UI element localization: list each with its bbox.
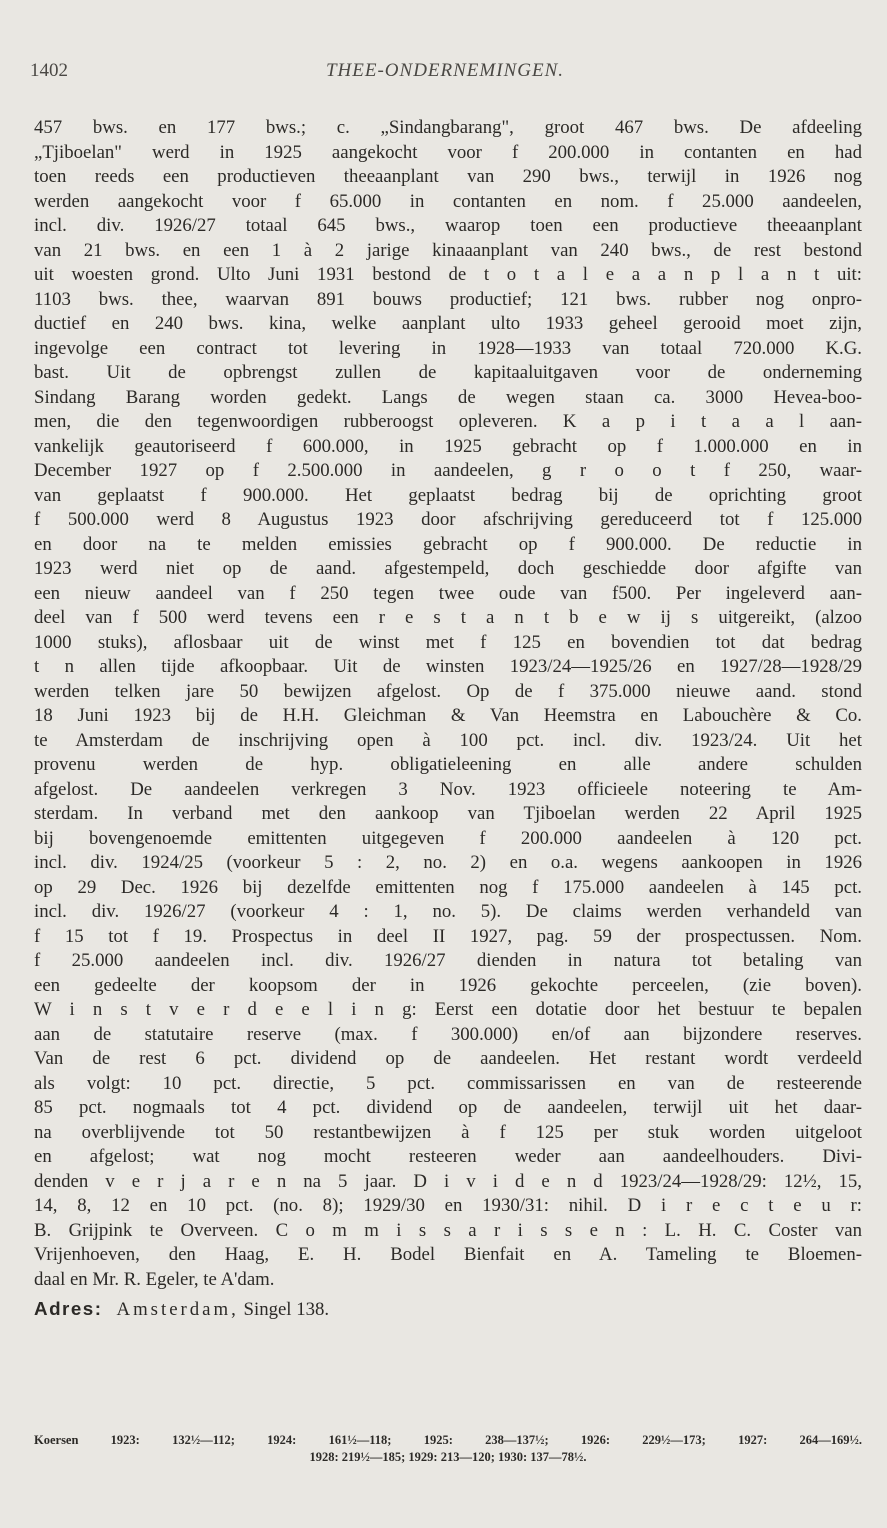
page-number: 1402 <box>30 60 68 81</box>
text-line: deel van f 500 werd tevens een r e s t a n t b e w ij s uitgereikt, (alzoo <box>34 607 862 628</box>
address-city: Amsterdam, <box>116 1299 239 1320</box>
body-text <box>34 116 862 1322</box>
text-line: toen reeds een productieven theeaanplant van 290 bws., terwijl in 1926 nog <box>34 166 862 187</box>
text-line: denden v e r j a r e n na 5 jaar. D i v i d e n d 1923/24—1928/29: 12½, 15, <box>34 1170 862 1192</box>
text-line: f 15 tot f 19. Prospectus in deel II 1927, pag. 59 der prospectussen. Nom. <box>34 925 862 947</box>
text-line: na overblijvende tot 50 restantbewijzen à f 125 per stuk worden uitgeloot <box>34 1121 862 1143</box>
text-line: daal en Mr. R. Egeler, te A'dam. <box>34 1268 275 1290</box>
text-line: incl. div. 1926/27 (voorkeur 4 : 1, no. 5). De claims werden verhandeld van <box>34 901 862 922</box>
text-line: 18 Juni 1923 bij de H.H. Gleichman & Van Heemstra en Labouchère & Co. <box>34 705 862 726</box>
text-line: provenu werden de hyp. obligatieleening en alle andere schulden <box>34 754 862 775</box>
text-line: aan de statutaire reserve (max. f 300.000) en/of aan bijzondere reserves. <box>34 1023 862 1045</box>
text-line: 1000 stuks), aflosbaar uit de winst met f 125 en bovendien tot dat bedrag <box>34 631 862 653</box>
text-line: als volgt: 10 pct. directie, 5 pct. commissarissen en van de resteerende <box>34 1072 862 1094</box>
text-line: B. Grijpink te Overveen. C o m m i s s a r i s s e n : L. H. C. Coster van <box>34 1219 862 1241</box>
text-line: men, die den tegenwoordigen rubberoogst opleveren. K a p i t a a l aan- <box>34 411 862 432</box>
text-line: incl. div. 1924/25 (voorkeur 5 : 2, no. 2) en o.a. wegens aankoopen in 1926 <box>34 852 862 873</box>
text-line: van geplaatst f 900.000. Het geplaatst bedrag bij de oprichting groot <box>34 484 862 506</box>
text-line: t n allen tijde afkoopbaar. Uit de winsten 1923/24—1925/26 en 1927/28—1928/29 <box>34 656 862 677</box>
text-line: werden aangekocht voor f 65.000 in contanten en nom. f 25.000 aandeelen, <box>34 190 862 212</box>
text-line: en door na te melden emissies gebracht op f 900.000. De reductie in <box>34 533 862 555</box>
text-line: ductief en 240 bws. kina, welke aanplant ulto 1933 geheel gerooid moet zijn, <box>34 313 862 334</box>
text-line: Van de rest 6 pct. dividend op de aandeelen. Het restant wordt verdeeld <box>34 1048 862 1069</box>
text-line: f 500.000 werd 8 Augustus 1923 door afschrijving gereduceerd tot f 125.000 <box>34 509 862 530</box>
text-line: Vrijenhoeven, den Haag, E. H. Bodel Bienfait en A. Tameling te Bloemen- <box>34 1244 862 1265</box>
text-line: werden telken jare 50 bewijzen afgelost. Op de f 375.000 nieuwe aand. stond <box>34 680 862 702</box>
address-street: Singel 138. <box>243 1299 330 1320</box>
text-line: en afgelost; wat nog mocht resteeren weder aan aandeelhouders. Divi- <box>34 1146 862 1167</box>
text-line: 457 bws. en 177 bws.; c. „Sindangbarang", groot 467 bws. De afdeeling <box>34 117 862 138</box>
text-line: vankelijk geautoriseerd f 600.000, in 1925 gebracht op f 1.000.000 en in <box>34 435 862 457</box>
running-title: THEE-ONDERNEMINGEN. <box>325 60 564 81</box>
page-header <box>30 60 860 94</box>
address-line <box>34 1296 862 1322</box>
text-line: December 1927 op f 2.500.000 in aandeelen, g r o o t f 250, waar- <box>34 460 862 481</box>
price-history <box>34 1432 862 1466</box>
text-line: W i n s t v e r d e e l i n g: Eerst een dotatie door het bestuur te bepalen <box>34 999 862 1020</box>
text-line: een nieuw aandeel van f 250 tegen twee oude van f500. Per ingeleverd aan- <box>34 582 862 604</box>
text-line: van 21 bws. en een 1 à 2 jarige kinaaanplant van 240 bws., de rest bestond <box>34 239 862 261</box>
text-line: incl. div. 1926/27 totaal 645 bws., waarop toen een productieve theeaanplant <box>34 215 862 236</box>
text-line: 85 pct. nogmaals tot 4 pct. dividend op de aandeelen, terwijl uit het daar- <box>34 1097 862 1118</box>
text-line: te Amsterdam de inschrijving open à 100 pct. incl. div. 1923/24. Uit het <box>34 729 862 751</box>
text-line: een gedeelte der koopsom der in 1926 gekochte perceelen, (zie boven). <box>34 974 862 996</box>
price-history-line: 1928: 219½—185; 1929: 213—120; 1930: 137—78½. <box>309 1450 587 1464</box>
text-line: Sindang Barang worden gedekt. Langs de wegen staan ca. 3000 Hevea-boo- <box>34 386 862 408</box>
text-line: bij bovengenoemde emittenten uitgegeven f 200.000 aandeelen à 120 pct. <box>34 827 862 849</box>
text-line: uit woesten grond. Ulto Juni 1931 bestond de t o t a l e a a n p l a n t uit: <box>34 264 862 285</box>
text-line: 1923 werd niet op de aand. afgestempeld, doch geschiedde door afgifte van <box>34 558 862 579</box>
text-line: 1103 bws. thee, waarvan 891 bouws productief; 121 bws. rubber nog onpro- <box>34 288 862 310</box>
text-line: 14, 8, 12 en 10 pct. (no. 8); 1929/30 en 1930/31: nihil. D i r e c t e u r: <box>34 1195 862 1216</box>
text-line: afgelost. De aandeelen verkregen 3 Nov. 1923 officieele noteering te Am- <box>34 778 862 800</box>
text-line: f 25.000 aandeelen incl. div. 1926/27 dienden in natura tot betaling van <box>34 950 862 971</box>
text-line: ingevolge een contract tot levering in 1928—1933 van totaal 720.000 K.G. <box>34 337 862 359</box>
text-line: bast. Uit de opbrengst zullen de kapitaaluitgaven voor de onderneming <box>34 362 862 383</box>
text-line: sterdam. In verband met den aankoop van Tjiboelan werden 22 April 1925 <box>34 803 862 824</box>
text-line: op 29 Dec. 1926 bij dezelfde emittenten nog f 175.000 aandeelen à 145 pct. <box>34 876 862 898</box>
address-label: Adres: <box>34 1298 103 1319</box>
text-line: „Tjiboelan" werd in 1925 aangekocht voor f 200.000 in contanten en had <box>34 141 862 163</box>
price-history-line: Koersen 1923: 132½—112; 1924: 161½—118; 1925: 238—137½; 1926: 229½—173; 1927: 264—169½. <box>34 1433 862 1447</box>
